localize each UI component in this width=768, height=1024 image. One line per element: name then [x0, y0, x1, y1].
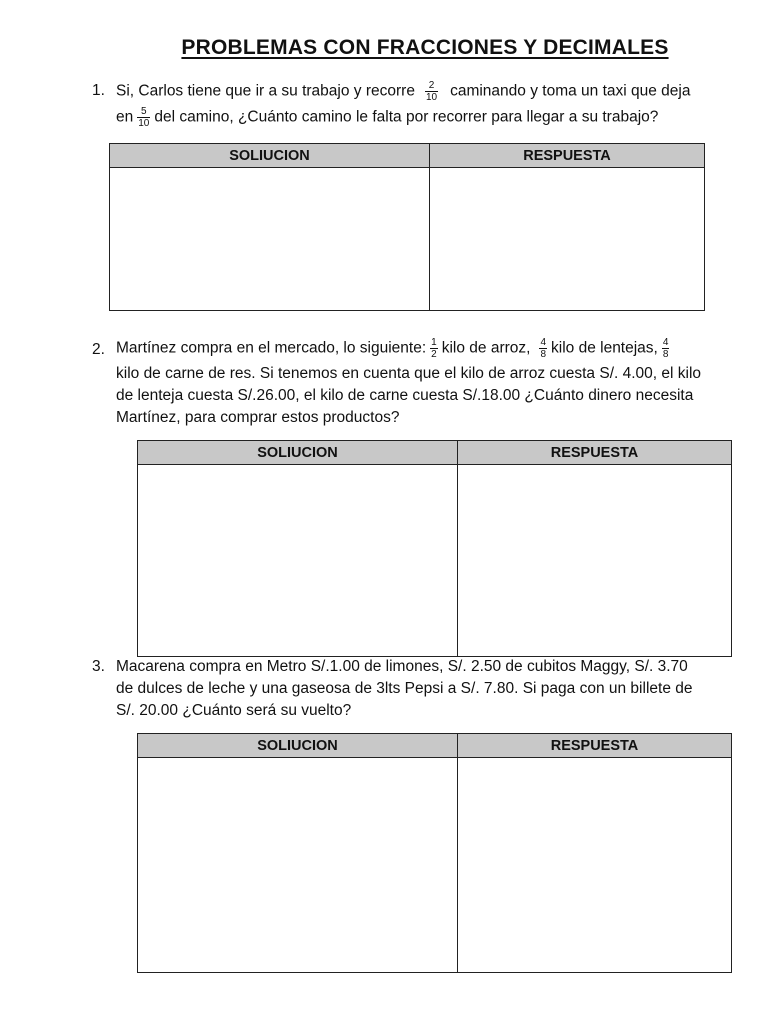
problem-text: kilo de lentejas, [551, 339, 658, 357]
page-title: PROBLEMAS CON FRACCIONES Y DECIMALES [181, 36, 669, 59]
answer-table-1 [109, 143, 705, 311]
solution-area[interactable] [138, 465, 458, 657]
answer-header: RESPUESTA [430, 144, 705, 168]
answer-header: RESPUESTA [458, 734, 732, 758]
solution-header: SOLIUCION [110, 144, 430, 168]
problem-1 [92, 80, 726, 130]
answer-table-3 [137, 733, 732, 973]
problem-3 [92, 656, 726, 722]
problem-text: kilo de arroz, [441, 339, 531, 357]
fraction: $\frac{2}{10}$ [425, 80, 438, 103]
problem-text: caminando y toma un taxi que deja [450, 82, 691, 100]
problem-text: en [116, 108, 134, 126]
fraction: $\frac{1}{2}$ [431, 337, 437, 360]
problem-text: de lenteja cuesta S/.26.00, el kilo de carne cuesta S/.18.00 ¿Cuánto dinero necesita [116, 387, 694, 404]
answer-header: RESPUESTA [458, 441, 732, 465]
problem-text: kilo de carne de res. Si tenemos en cuenta que el kilo de arroz cuesta S/. 4.00, el kilo [116, 365, 702, 382]
solution-header: SOLIUCION [138, 441, 458, 465]
problem-number: 3. [92, 658, 105, 675]
problem-text: Macarena compra en Metro S/.1.00 de limones, S/. 2.50 de cubitos Maggy, S/. 3.70 [116, 658, 688, 675]
fraction: $\frac{4}{8}$ [540, 337, 547, 360]
problem-text: S/. 20.00 ¿Cuánto será su vuelto? [116, 702, 352, 719]
problem-number: 2. [92, 341, 105, 358]
problem-text: Si, Carlos tiene que ir a su trabajo y recorre [116, 82, 415, 100]
fraction: $\frac{4}{8}$ [662, 337, 669, 360]
answer-table-2 [137, 440, 732, 657]
answer-area[interactable] [458, 465, 732, 657]
solution-area[interactable] [110, 168, 430, 311]
fraction: $\frac{5}{10}$ [138, 106, 150, 129]
solution-area[interactable] [138, 758, 458, 973]
answer-area[interactable] [458, 758, 732, 973]
problem-2 [92, 337, 726, 429]
problem-text: Martínez compra en el mercado, lo siguiente: [116, 339, 427, 357]
problem-text: del camino, ¿Cuánto camino le falta por recorrer para llegar a su trabajo? [154, 108, 659, 126]
problem-text: Martínez, para comprar estos productos? [116, 409, 400, 426]
solution-header: SOLIUCION [138, 734, 458, 758]
answer-area[interactable] [430, 168, 705, 311]
problem-number: 1. [92, 82, 105, 99]
problem-text: de dulces de leche y una gaseosa de 3lts Pepsi a S/. 7.80. Si paga con un billete de [116, 680, 693, 697]
